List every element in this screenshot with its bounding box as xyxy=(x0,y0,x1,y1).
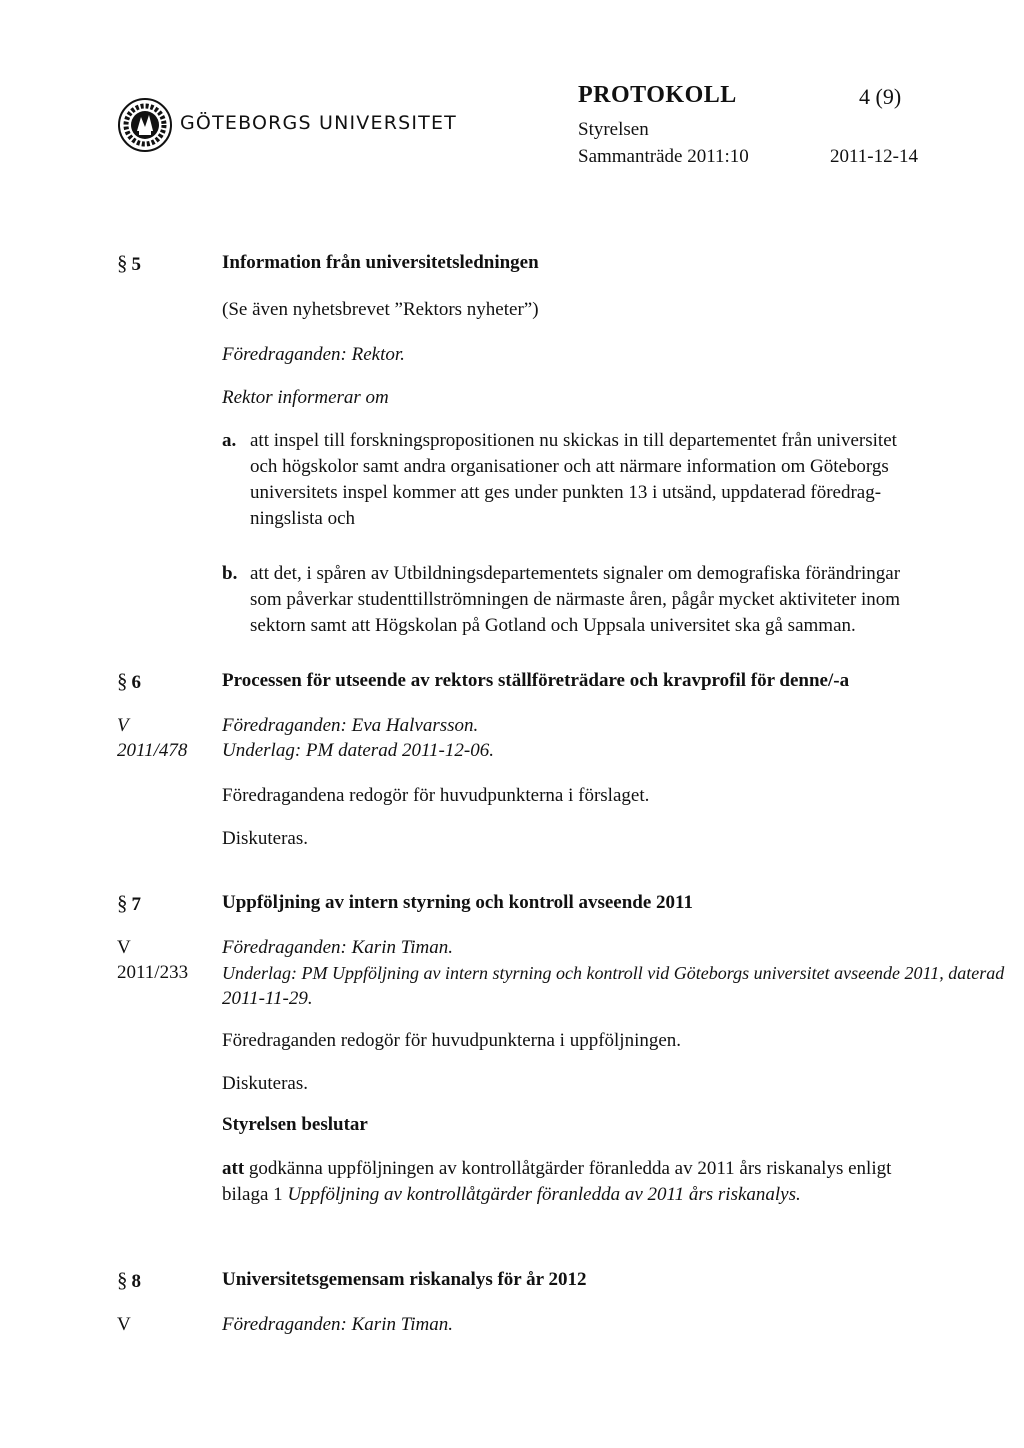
section-5-number: § 5 xyxy=(117,251,141,275)
item-b-line-3: sektorn samt att Högskolan på Gotland och Uppsala universitet ska gå samman. xyxy=(250,615,856,636)
item-a-line-1: att inspel till forskningspropositionen nu skickas in till departementet från universitet xyxy=(250,430,897,451)
decision-line-2 xyxy=(222,1182,801,1208)
section-6-title: Processen för utseende av rektors ställföreträdare och kravprofil för denne/-a xyxy=(222,670,850,691)
section-7-title: Uppföljning av intern styrning och kontroll avseende 2011 xyxy=(222,892,694,913)
section-7-presenter: Föredraganden: Karin Timan. xyxy=(222,937,453,958)
section-6-margin-ref: 2011/478 xyxy=(117,740,188,761)
section-7-text-1: Föredraganden redogör för huvudpunkterna i uppföljningen. xyxy=(222,1030,682,1051)
meeting-number: Sammanträde 2011:10 xyxy=(578,146,749,167)
meeting-date: 2011-12-14 xyxy=(830,146,918,167)
decision-att: att xyxy=(222,1158,245,1179)
section-5-note: (Se även nyhetsbrevet ”Rektors nyheter”) xyxy=(222,299,539,320)
section-5-title: Information från universitetsledningen xyxy=(222,252,539,273)
section-7-margin-ref: 2011/233 xyxy=(117,962,189,983)
item-b-line-1: att det, i spåren av Utbildningsdepartementets signaler om demografiska förändringar xyxy=(250,563,901,584)
item-a-line-3: universitets inspel kommer att ges under punkten 13 i utsänd, uppdaterad föredrag- xyxy=(250,482,882,503)
decision-text-1: godkänna uppföljningen av kontrollåtgärder föranledda av 2011 års riskanalys enligt xyxy=(248,1158,892,1179)
decision-heading: Styrelsen beslutar xyxy=(222,1114,368,1135)
section-6-number: § 6 xyxy=(117,669,141,693)
section-5-presenter: Föredraganden: Rektor. xyxy=(222,344,405,365)
section-7-text-2: Diskuteras. xyxy=(222,1073,309,1094)
section-5-intro: Rektor informerar om xyxy=(222,387,389,408)
section-6-presenter: Föredraganden: Eva Halvarsson. xyxy=(222,715,479,736)
item-a-letter: a. xyxy=(222,430,237,451)
document-type: PROTOKOLL xyxy=(578,82,737,108)
section-6-margin-v: V xyxy=(117,715,129,736)
section-8-presenter: Föredraganden: Karin Timan. xyxy=(222,1314,453,1335)
item-a-line-2: och högskolor samt andra organisationer och att närmare information om Göteborgs xyxy=(250,456,889,477)
section-7-basis-line-1: Underlag: PM Uppföljning av intern styrning och kontroll vid Göteborgs universitet avseende 2011, daterad xyxy=(222,963,1005,983)
university-seal-icon xyxy=(117,97,173,153)
section-7-number: § 7 xyxy=(117,891,141,915)
decision-line-1 xyxy=(222,1156,891,1182)
university-name: GÖTEBORGS UNIVERSITET xyxy=(180,112,457,134)
page-number: 4 (9) xyxy=(859,84,902,109)
section-7-basis-line-2: 2011-11-29. xyxy=(222,988,313,1009)
board-name: Styrelsen xyxy=(578,119,649,140)
decision-attachment-label: bilaga 1 xyxy=(222,1184,288,1205)
section-6-basis: Underlag: PM daterad 2011-12-06. xyxy=(222,740,494,761)
item-b-letter: b. xyxy=(222,563,238,584)
section-8-margin-v: V xyxy=(117,1314,131,1335)
decision-attachment-title: Uppföljning av kontrollåtgärder föranledda av 2011 års riskanalys. xyxy=(287,1184,801,1205)
section-6-text-2: Diskuteras. xyxy=(222,828,309,849)
section-6-text-1: Föredragandena redogör för huvudpunkterna i förslaget. xyxy=(222,785,650,806)
item-a-line-4: ningslista och xyxy=(250,508,356,529)
section-7-margin-v: V xyxy=(117,937,131,958)
section-8-number: § 8 xyxy=(117,1268,141,1292)
section-8-title: Universitetsgemensam riskanalys för år 2012 xyxy=(222,1269,587,1290)
item-b-line-2: som påverkar studenttillströmningen de närmaste åren, pågår mycket aktiviteter inom xyxy=(250,589,901,610)
